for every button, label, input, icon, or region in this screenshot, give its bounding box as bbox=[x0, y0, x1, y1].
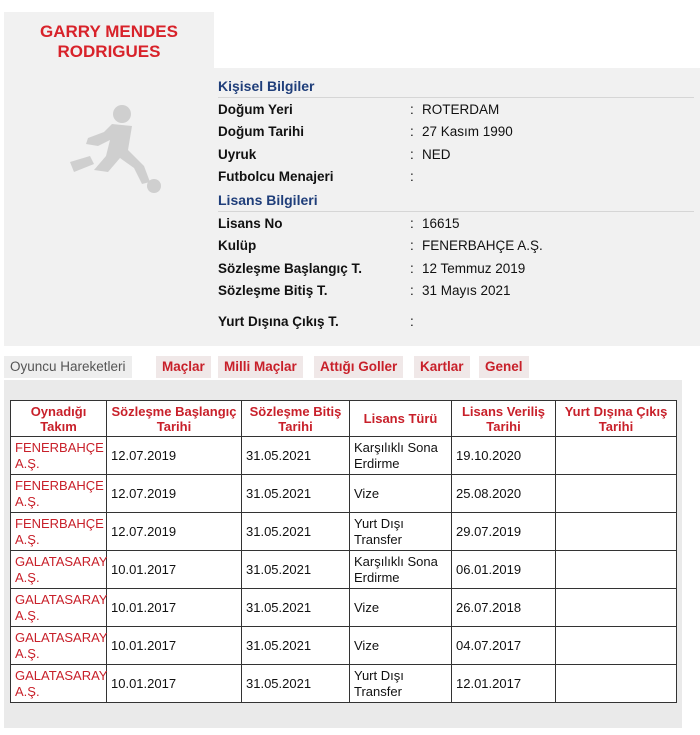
cell-club[interactable]: GALATASARAY A.Ş. bbox=[11, 665, 107, 703]
info-colon: : bbox=[410, 216, 414, 231]
info-label: Uyruk bbox=[218, 147, 257, 162]
cell-start: 10.01.2017 bbox=[107, 551, 242, 589]
cell-club[interactable]: FENERBAHÇE A.Ş. bbox=[11, 437, 107, 475]
cell-abroad bbox=[556, 513, 677, 551]
cell-type: Karşılıklı Sona Erdirme bbox=[350, 551, 452, 589]
cell-end: 31.05.2021 bbox=[242, 513, 350, 551]
player-name-box bbox=[4, 12, 214, 68]
info-row-birthplace bbox=[218, 100, 698, 120]
info-label: Yurt Dışına Çıkış T. bbox=[218, 314, 339, 329]
header-contract-end: Sözleşme Bitiş Tarihi bbox=[242, 401, 350, 437]
info-colon: : bbox=[410, 238, 414, 253]
header-contract-start: Sözleşme Başlangıç Tarihi bbox=[107, 401, 242, 437]
cell-club[interactable]: FENERBAHÇE A.Ş. bbox=[11, 475, 107, 513]
cell-start: 10.01.2017 bbox=[107, 665, 242, 703]
cell-issued: 29.07.2019 bbox=[452, 513, 556, 551]
tab-national-matches[interactable]: Milli Maçlar bbox=[218, 356, 303, 378]
cell-abroad bbox=[556, 437, 677, 475]
header-abroad-exit: Yurt Dışına Çıkış Tarihi bbox=[556, 401, 677, 437]
header-license-issued: Lisans Veriliş Tarihi bbox=[452, 401, 556, 437]
info-value: ROTERDAM bbox=[422, 102, 500, 117]
info-value: 31 Mayıs 2021 bbox=[422, 283, 511, 298]
info-row-license-no bbox=[218, 214, 698, 234]
cell-type: Yurt Dışı Transfer bbox=[350, 513, 452, 551]
table-row bbox=[11, 589, 677, 627]
info-value: NED bbox=[422, 147, 451, 162]
cell-club[interactable]: GALATASARAY A.Ş. bbox=[11, 627, 107, 665]
tab-general[interactable]: Genel bbox=[479, 356, 529, 378]
cell-club[interactable]: GALATASARAY A.Ş. bbox=[11, 551, 107, 589]
info-label: Futbolcu Menajeri bbox=[218, 169, 334, 184]
info-value: 12 Temmuz 2019 bbox=[422, 261, 526, 276]
cell-type: Vize bbox=[350, 589, 452, 627]
table-row bbox=[11, 627, 677, 665]
tab-cards[interactable]: Kartlar bbox=[414, 356, 470, 378]
cell-start: 10.01.2017 bbox=[107, 627, 242, 665]
cell-start: 12.07.2019 bbox=[107, 475, 242, 513]
cell-start: 10.01.2017 bbox=[107, 589, 242, 627]
personal-info-title: Kişisel Bilgiler bbox=[218, 76, 694, 98]
cell-abroad bbox=[556, 665, 677, 703]
info-value: FENERBAHÇE A.Ş. bbox=[422, 238, 543, 253]
table-row bbox=[11, 437, 677, 475]
info-row-contract-end bbox=[218, 281, 698, 301]
player-name-line2: RODRIGUES bbox=[57, 42, 161, 61]
info-colon: : bbox=[410, 124, 414, 139]
cell-type: Karşılıklı Sona Erdirme bbox=[350, 437, 452, 475]
header-club: Oynadığı Takım bbox=[11, 401, 107, 437]
cell-abroad bbox=[556, 589, 677, 627]
player-silhouette-icon bbox=[50, 100, 170, 200]
info-value: 16615 bbox=[422, 216, 460, 231]
info-value: 27 Kasım 1990 bbox=[422, 124, 513, 139]
info-label: Lisans No bbox=[218, 216, 283, 231]
cell-type: Vize bbox=[350, 627, 452, 665]
info-label: Sözleşme Bitiş T. bbox=[218, 283, 328, 298]
info-label: Kulüp bbox=[218, 238, 257, 253]
info-colon: : bbox=[410, 314, 414, 329]
info-row-nationality bbox=[218, 145, 698, 165]
table-header-row bbox=[11, 401, 677, 437]
cell-type: Vize bbox=[350, 475, 452, 513]
cell-abroad bbox=[556, 475, 677, 513]
cell-club[interactable]: FENERBAHÇE A.Ş. bbox=[11, 513, 107, 551]
cell-abroad bbox=[556, 551, 677, 589]
cell-issued: 06.01.2019 bbox=[452, 551, 556, 589]
cell-end: 31.05.2021 bbox=[242, 475, 350, 513]
info-colon: : bbox=[410, 283, 414, 298]
cell-start: 12.07.2019 bbox=[107, 437, 242, 475]
license-info-title: Lisans Bilgileri bbox=[218, 190, 694, 212]
table-row bbox=[11, 665, 677, 703]
cell-start: 12.07.2019 bbox=[107, 513, 242, 551]
cell-end: 31.05.2021 bbox=[242, 627, 350, 665]
cell-abroad bbox=[556, 627, 677, 665]
info-colon: : bbox=[410, 147, 414, 162]
cell-issued: 12.01.2017 bbox=[452, 665, 556, 703]
tab-player-movements[interactable]: Oyuncu Hareketleri bbox=[4, 356, 132, 378]
info-label: Doğum Tarihi bbox=[218, 124, 304, 139]
info-row-contract-start bbox=[218, 259, 698, 279]
cell-issued: 04.07.2017 bbox=[452, 627, 556, 665]
info-row-abroad-exit bbox=[218, 312, 698, 332]
cell-issued: 26.07.2018 bbox=[452, 589, 556, 627]
table-row bbox=[11, 551, 677, 589]
info-colon: : bbox=[410, 169, 414, 184]
movements-table bbox=[10, 400, 677, 703]
cell-end: 31.05.2021 bbox=[242, 437, 350, 475]
header-license-type: Lisans Türü bbox=[350, 401, 452, 437]
tab-bar bbox=[4, 356, 700, 378]
info-colon: : bbox=[410, 261, 414, 276]
tab-goals[interactable]: Attığı Goller bbox=[314, 356, 403, 378]
table-row bbox=[11, 513, 677, 551]
profile-header-blank bbox=[214, 12, 700, 68]
cell-issued: 19.10.2020 bbox=[452, 437, 556, 475]
info-label: Doğum Yeri bbox=[218, 102, 293, 117]
tab-matches[interactable]: Maçlar bbox=[156, 356, 211, 378]
cell-type: Yurt Dışı Transfer bbox=[350, 665, 452, 703]
cell-issued: 25.08.2020 bbox=[452, 475, 556, 513]
info-label: Sözleşme Başlangıç T. bbox=[218, 261, 363, 276]
player-name-line1: GARRY MENDES bbox=[40, 22, 178, 41]
info-row-club bbox=[218, 236, 698, 256]
info-colon: : bbox=[410, 102, 414, 117]
player-name bbox=[4, 22, 214, 62]
cell-club[interactable]: GALATASARAY A.Ş. bbox=[11, 589, 107, 627]
info-row-agent bbox=[218, 167, 698, 187]
info-row-birthdate bbox=[218, 122, 698, 142]
cell-end: 31.05.2021 bbox=[242, 551, 350, 589]
cell-end: 31.05.2021 bbox=[242, 665, 350, 703]
cell-end: 31.05.2021 bbox=[242, 589, 350, 627]
table-row bbox=[11, 475, 677, 513]
